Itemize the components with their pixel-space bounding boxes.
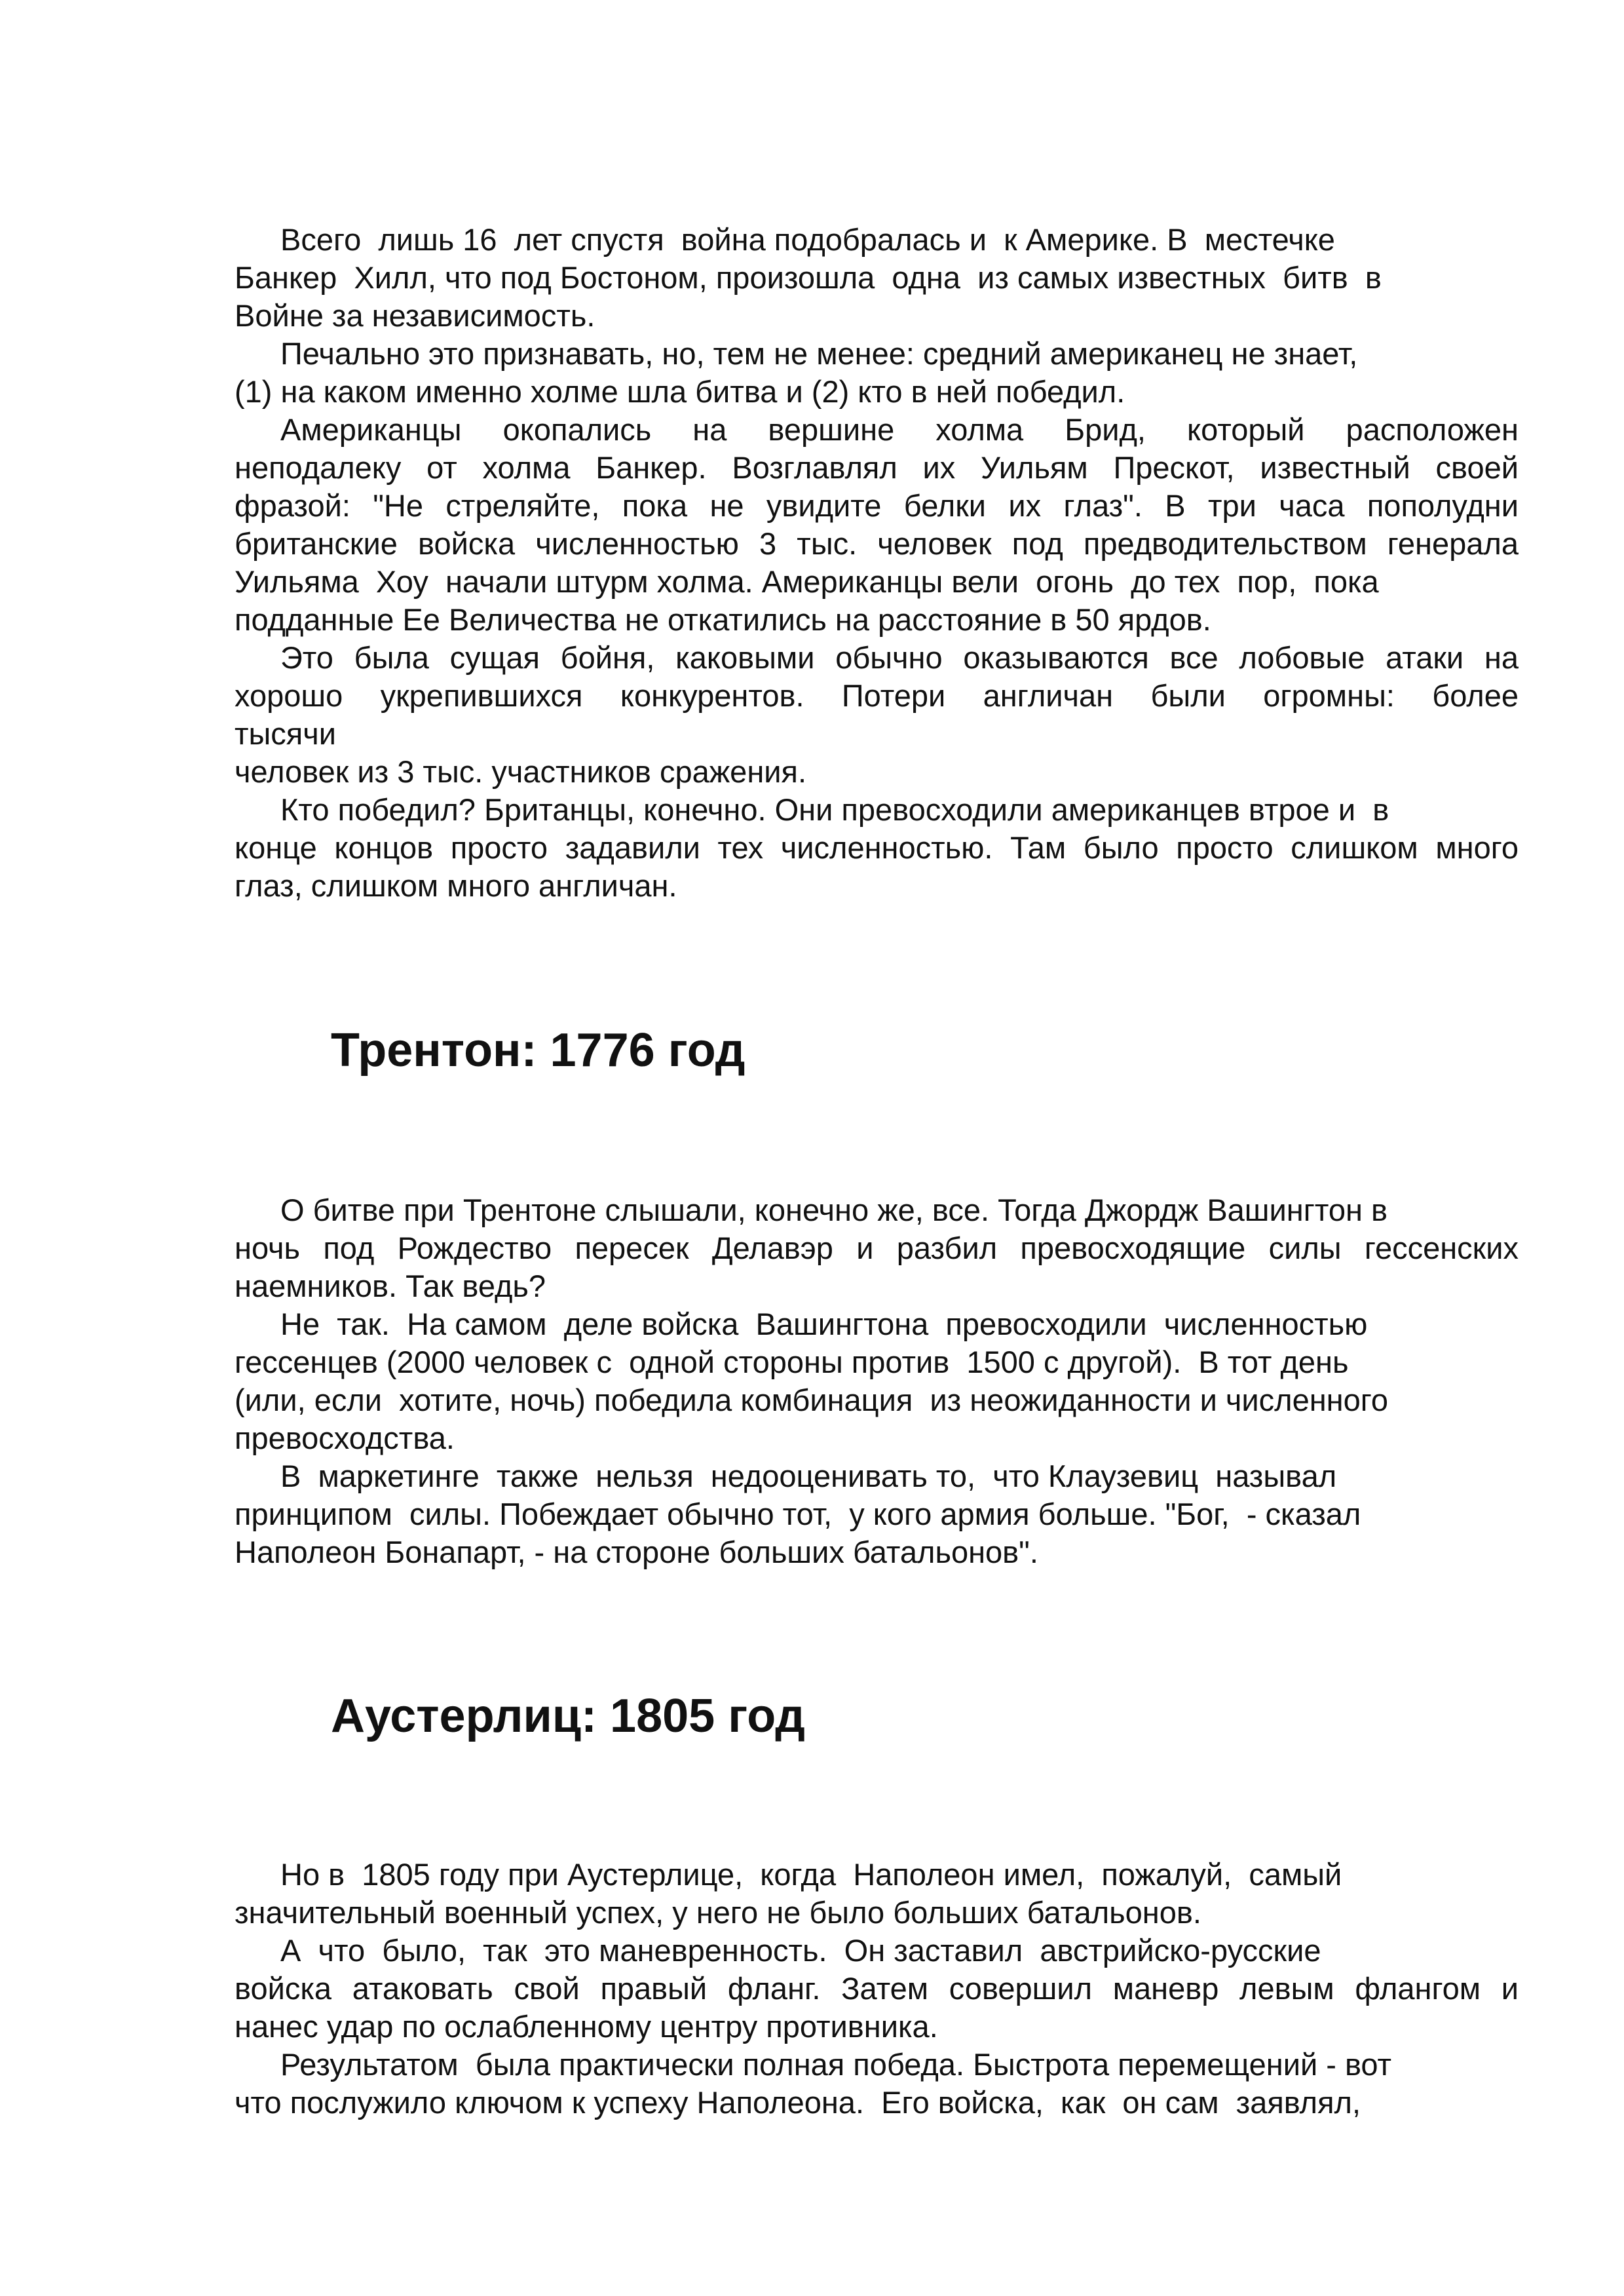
text-line: хорошо укрепившихся конкурентов. Потери англичан были огромны: более bbox=[235, 678, 1519, 713]
text-line: конце концов просто задавили тех численностью. Там было просто слишком много bbox=[235, 830, 1519, 865]
text-line: Наполеон Бонапарт, - на стороне больших батальонов". bbox=[235, 1535, 1038, 1569]
section-heading-austerlitz: Аустерлиц: 1805 год bbox=[331, 1690, 805, 1742]
text-line: превосходства. bbox=[235, 1421, 455, 1455]
text-line: значительный военный успех, у него не было больших батальонов. bbox=[235, 1895, 1201, 1930]
text-line: Не так. На самом деле войска Вашингтона превосходили численностью bbox=[280, 1307, 1368, 1341]
text-line: А что было, так это маневренность. Он заставил австрийско-русские bbox=[280, 1933, 1321, 1968]
text-line: глаз, слишком много англичан. bbox=[235, 868, 677, 903]
text-line: Американцы окопались на вершине холма Брид, который расположен bbox=[280, 412, 1519, 447]
text-line: О битве при Трентоне слышали, конечно же, все. Тогда Джордж Вашингтон в bbox=[280, 1193, 1388, 1227]
text-line: В маркетинге также нельзя недооценивать то, что Клаузевиц называл bbox=[280, 1459, 1337, 1493]
text-line: Банкер Хилл, что под Бостоном, произошла одна из самых известных битв в bbox=[235, 260, 1382, 295]
text-line: (1) на каком именно холме шла битва и (2) кто в ней победил. bbox=[235, 374, 1125, 409]
text-line: фразой: "Не стреляйте, пока не увидите белки их глаз". В три часа пополудни bbox=[235, 488, 1519, 523]
text-line: (или, если хотите, ночь) победила комбинация из неожиданности и численного bbox=[235, 1383, 1389, 1417]
text-line: Печально это признавать, но, тем не менее: средний американец не знает, bbox=[280, 336, 1358, 371]
text-line: войска атаковать свой правый фланг. Затем совершил маневр левым флангом и bbox=[235, 1971, 1519, 2006]
text-line: Но в 1805 году при Аустерлице, когда Наполеон имел, пожалуй, самый bbox=[280, 1857, 1342, 1892]
section-heading-trenton: Трентон: 1776 год bbox=[331, 1024, 746, 1077]
text-line: ночь под Рождество пересек Делавэр и разбил превосходящие силы гессенских bbox=[235, 1231, 1519, 1265]
text-line: что послужило ключом к успеху Наполеона. Его войска, как он сам заявлял, bbox=[235, 2085, 1361, 2120]
text-line: гессенцев (2000 человек с одной стороны против 1500 с другой). В тот день bbox=[235, 1345, 1349, 1379]
text-line: Уильяма Хоу начали штурм холма. Американцы вели огонь до тех пор, пока bbox=[235, 564, 1379, 599]
text-line: тысячи bbox=[235, 716, 336, 751]
text-line: Войне за независимость. bbox=[235, 298, 595, 333]
text-line: британские войска численностью 3 тыс. человек под предводительством генерала bbox=[235, 526, 1519, 561]
text-line: принципом силы. Побеждает обычно тот, у кого армия больше. "Бог, - сказал bbox=[235, 1497, 1361, 1531]
text-line: наемников. Так ведь? bbox=[235, 1269, 546, 1303]
text-line: нанес удар по ослабленному центру противника. bbox=[235, 2009, 938, 2044]
text-line: человек из 3 тыс. участников сражения. bbox=[235, 754, 807, 789]
text-line: Это была сущая бойня, каковыми обычно оказываются все лобовые атаки на bbox=[280, 640, 1519, 675]
text-line: Кто победил? Британцы, конечно. Они превосходили американцев втрое и в bbox=[280, 792, 1389, 827]
text-line: Результатом была практически полная победа. Быстрота перемещений - вот bbox=[280, 2047, 1392, 2082]
text-line: неподалеку от холма Банкер. Возглавлял их Уильям Прескот, известный своей bbox=[235, 450, 1519, 485]
text-line: подданные Ее Величества не откатились на расстояние в 50 ярдов. bbox=[235, 602, 1211, 637]
text-line: Всего лишь 16 лет спустя война подобралась и к Америке. В местечке bbox=[280, 222, 1335, 257]
